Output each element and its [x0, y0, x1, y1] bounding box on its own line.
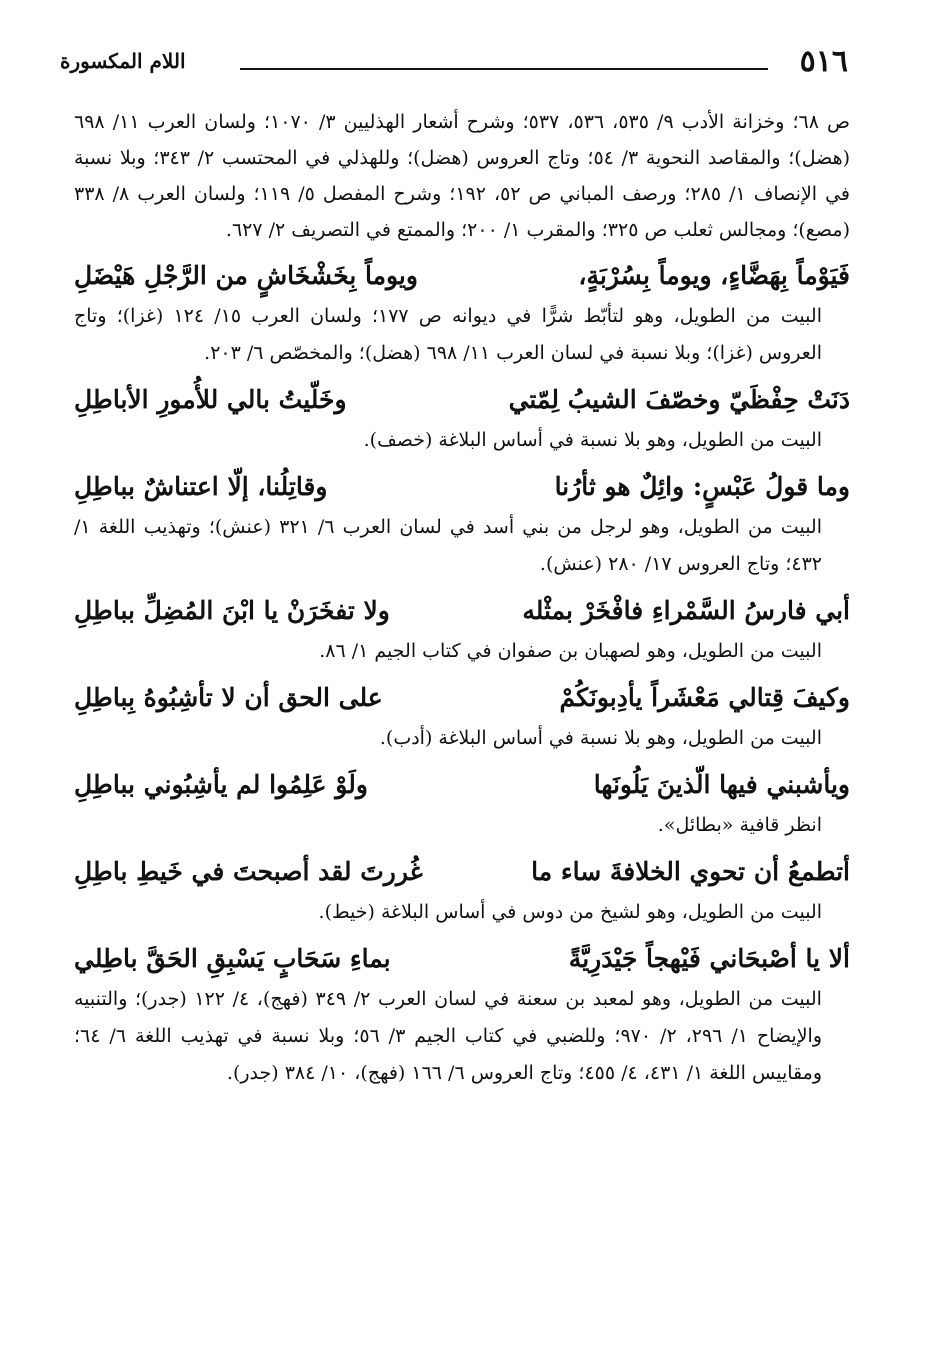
verse-4 [74, 591, 850, 631]
verse-2-note: البيت من الطويل، وهو بلا نسبة في أساس البلاغة (خصف). [363, 429, 822, 451]
verse-1 [74, 256, 850, 296]
verse-3-hemistich-1: وما قولُ عَبْسٍ: وائِلٌ هو ثأرُنا [554, 472, 850, 501]
verse-1-hemistich-2: ويوماً بِخَشْخَاشٍ من الرَّجْلِ هَيْضَلِ [74, 261, 418, 290]
page-content [74, 104, 850, 1092]
verse-3 [74, 467, 850, 507]
verse-2-hemistich-2: وخَلّيتُ بالي للأُمورِ الأباطِلِ [74, 385, 347, 414]
verse-5-note: البيت من الطويل، وهو بلا نسبة في أساس البلاغة (أدب). [379, 727, 822, 749]
verse-7 [74, 852, 850, 892]
verse-8 [74, 939, 850, 979]
verse-1-hemistich-1: فَيَوْماً بِهَضَّاءٍ، ويوماً بِسُرْبَةٍ، [578, 261, 850, 290]
verse-8-note: البيت من الطويل، وهو لمعبد بن سعنة في لسان العرب ٢/ ٣٤٩ (فهج)، ٤/ ١٢٢ (جدر)؛ والتنبيه والإيضاح ١/ ٢٩٦، ٢/ ٩٧٠؛ وللضبي في كتاب الجيم ٣/ ٥٦؛ وبلا نسبة في تهذيب اللغة ٦/ ٦٤؛ ومقاييس اللغة ١/ ٤٣١، ٤/ ٤٥٥؛ وتاج العروس ٦/ ١٦٦ (فهج)، ١٠/ ٣٨٤ (جدر). [74, 988, 823, 1084]
verse-2 [74, 380, 850, 420]
verse-4-note: البيت من الطويل، وهو لصهبان بن صفوان في كتاب الجيم ١/ ٨٦. [319, 640, 822, 662]
verse-7-note: البيت من الطويل، وهو لشيخ من دوس في أساس البلاغة (خيط). [318, 901, 822, 923]
verse-3-hemistich-2: وقاتِلُنا، إلّا اعتناشٌ بباطِلِ [74, 472, 328, 501]
page-number: ٥١٦ [799, 44, 848, 79]
verse-1-note: البيت من الطويل، وهو لتأبّط شرًّا في ديوانه ص ١٧٧؛ ولسان العرب ١٥/ ١٢٤ (غزا)؛ وتاج العروس (غزا)؛ وبلا نسبة في لسان العرب ١١/ ٦٩٨ (هضل)؛ والمخصّص ٦/ ٢٠٣. [74, 305, 822, 364]
verse-7-hemistich-2: غُررتَ لقد أصبحتَ في خَيطِ باطِلِ [74, 857, 423, 886]
verse-5 [74, 678, 850, 718]
verse-6 [74, 765, 850, 805]
running-title: اللام المكسورة [60, 49, 186, 73]
header-rule [240, 68, 768, 70]
verse-3-note: البيت من الطويل، وهو لرجل من بني أسد في لسان العرب ٦/ ٣٢١ (عنش)؛ وتهذيب اللغة ١/ ٤٣٢؛ وتاج العروس ١٧/ ٢٨٠ (عنش). [74, 516, 822, 575]
verse-8-hemistich-1: ألا يا أصْبحَاني فَيْهجاً جَيْدَرِيَّةً [568, 944, 850, 973]
verse-4-hemistich-2: ولا تفخَرَنْ يا ابْنَ المُضِلِّ بباطِلِ [74, 596, 390, 625]
verse-7-hemistich-1: أتطمعُ أن تحوي الخلافةَ ساء ما [531, 857, 850, 886]
verse-2-hemistich-1: دَنَتْ حِفْظَيّ وخصّفَ الشيبُ لِمّتي [508, 385, 850, 414]
verse-6-note: انظر قافية «بطائل». [657, 814, 822, 836]
intro-note: ص ٦٨؛ وخزانة الأدب ٩/ ٥٣٥، ٥٣٦، ٥٣٧؛ وشرح أشعار الهذليين ٣/ ١٠٧٠؛ ولسان العرب ١١/ ٦٩٨ (هضل)؛ والمقاصد النحوية ٣/ ٥٤؛ وتاج العروس (هضل)؛ وللهذلي في المحتسب ٢/ ٣٤٣؛ وبلا نسبة في الإنصاف ١/ ٢٨٥؛ ورصف المباني ص ٥٢، ١٩٢؛ وشرح المفصل ٥/ ١١٩؛ ولسان العرب ٨/ ٣٣٨ (مصع)؛ ومجالس ثعلب ص ٣٢٥؛ والمقرب ١/ ٢٠٠؛ والممتع في التصريف ٢/ ٦٢٧. [74, 111, 851, 241]
verse-4-hemistich-1: أبي فارسُ السَّمْراءِ فافْخَرْ بمثْله [522, 596, 850, 625]
verse-5-hemistich-2: على الحق أن لا تأشِبُوهُ بِباطِلِ [74, 683, 383, 712]
verse-6-hemistich-2: ولَوْ عَلِمُوا لم يأشِبُوني بباطِلِ [74, 770, 368, 799]
verse-6-hemistich-1: ويأشبني فيها الّذينَ يَلُونَها [593, 770, 850, 799]
verse-5-hemistich-1: وكيفَ قِتالي مَعْشَراً يأدِبونَكُمْ [559, 683, 850, 712]
verse-8-hemistich-2: بماءِ سَحَابٍ يَسْبِقِ الحَقَّ باطِلي [74, 944, 391, 973]
page-header [60, 44, 848, 80]
